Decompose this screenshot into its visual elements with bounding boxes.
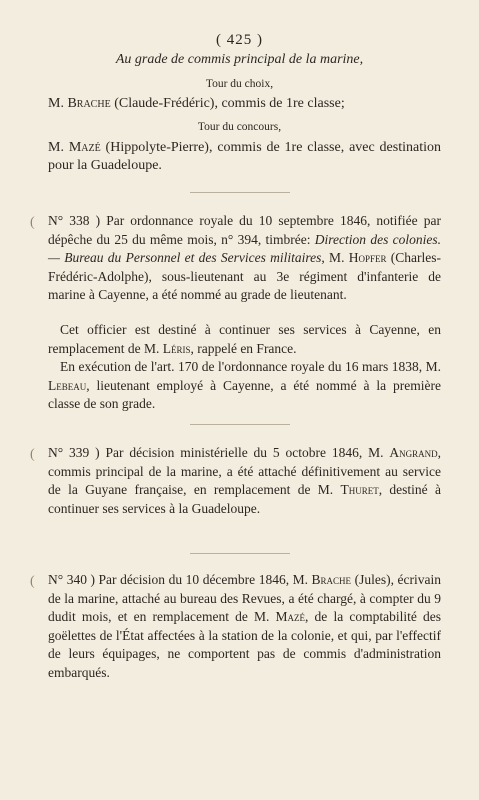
- section-338-p1: N° 338 ) Par ordonnance royale du 10 septembre 1846, notifiée par dépêche du 25 du même mois, n° 394, timbrée: Direction des colonies. — Bureau du Personnel et des Services militaires, M. Hopfer (Charles-Frédéric-Adolphe), sous-lieutenant au 3e régiment d'infanterie de marine à Cayenne, a été nommé au grade de lieutenant.: [48, 213, 441, 302]
- section-338-p2: Cet officier est destiné à continuer ses services à Cayenne, en remplacement de M. Léris, rappelé en France.: [48, 322, 441, 356]
- person-name: Brache: [311, 572, 352, 587]
- separator: [190, 424, 290, 425]
- person-name: Lebeau: [48, 377, 87, 393]
- section-number: N° 339 ): [48, 445, 100, 460]
- page-number: ( 425 ): [216, 32, 263, 48]
- person-name: Mazé: [275, 609, 306, 624]
- entry-brache: M. Brache (Claude-Frédéric), commis de 1re classe;: [48, 96, 345, 111]
- margin-bracket: (: [30, 447, 35, 462]
- person-name: Angrand: [389, 445, 438, 460]
- person-name: Hopfer: [348, 250, 387, 265]
- grade-heading: Au grade de commis principal de la marine,: [115, 52, 364, 67]
- tour-concours-label: Tour du concours,: [197, 121, 282, 133]
- section-number: N° 340 ): [48, 572, 95, 587]
- person-name: Thuret: [340, 482, 379, 497]
- margin-bracket: (: [30, 215, 35, 230]
- person-name: Mazé: [68, 140, 101, 155]
- person-name: Léris: [162, 340, 191, 356]
- tour-choix-label: Tour du choix,: [205, 78, 274, 90]
- person-name: Brache: [67, 96, 111, 111]
- margin-bracket: (: [30, 574, 35, 589]
- section-number: N° 338 ): [48, 213, 101, 228]
- separator: [190, 553, 290, 554]
- section-339: N° 339 ) Par décision ministérielle du 5 octobre 1846, M. Angrand, commis principal de la marine, a été attaché définitivement au service de la Guyane française, en remplacement de M. Thuret, destiné à continuer ses services à la Guadeloupe.: [48, 445, 441, 516]
- section-338-p3: En exécution de l'art. 170 de l'ordonnance royale du 16 mars 1838, M. Lebeau, lieutenant employé à Cayenne, a été nommé à la première classe de son grade.: [48, 359, 441, 411]
- section-340: N° 340 ) Par décision du 10 décembre 1846, M. Brache (Jules), écrivain de la marine, attaché au bureau des Revues, a été chargé, à compter du 9 dudit mois, et en remplacement de M. Mazé, de la comptabilité des goëlettes de l'État affectées à la station de la colonie, et qui, par l'effectif de leurs équipages, ne comportent pas de commis d'administration embarqués.: [48, 572, 441, 680]
- entry-maze: M. Mazé (Hippolyte-Pierre), commis de 1re classe, avec destination pour la Guadeloupe.: [48, 140, 441, 173]
- separator: [190, 192, 290, 193]
